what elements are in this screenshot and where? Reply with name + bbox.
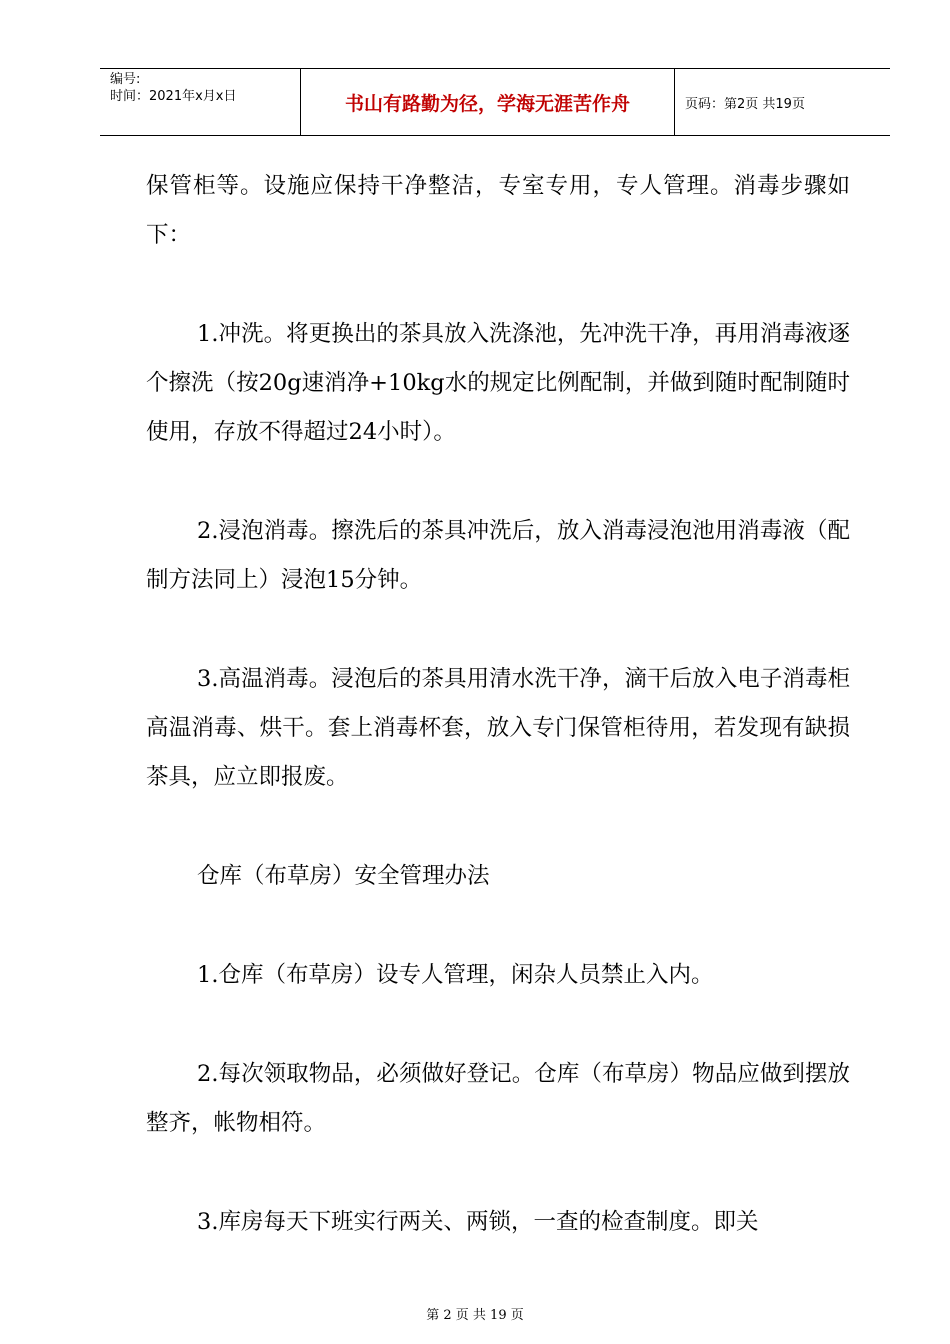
number-label: 编号: xyxy=(110,72,141,87)
page-footer: 第 2 页 共 19 页 xyxy=(426,1308,524,1323)
time-label: 时间：2021年x月x日 xyxy=(110,89,237,104)
paragraph-rule-1: 1.仓库（布草房）设专人管理，闲杂人员禁止入内。 xyxy=(197,962,714,988)
paragraph-step-soak: 2.浸泡消毒。擦洗后的茶具冲洗后，放入消毒浸泡池用消毒液（配制方法同上）浸泡15分钟。 xyxy=(146,518,850,593)
page-header xyxy=(100,68,890,136)
paragraph-step-rinse: 1.冲洗。将更换出的茶具放入洗涤池，先冲洗干净，再用消毒液逐个擦洗（按20g速消净+10kg水的规定比例配制，并做到随时配制随时使用，存放不得超过24小时）。 xyxy=(146,321,850,445)
header-meta-cell xyxy=(100,69,301,135)
paragraph-rule-3: 3.库房每天下班实行两关、两锁，一查的检查制度。即关 xyxy=(197,1209,759,1235)
section-heading: 仓库（布草房）安全管理办法 xyxy=(197,863,490,889)
paragraph-continuation: 保管柜等。设施应保持干净整洁，专室专用，专人管理。消毒步骤如下： xyxy=(146,173,850,248)
paragraph-step-heat: 3.高温消毒。浸泡后的茶具用清水洗干净，滴干后放入电子消毒柜高温消毒、烘干。套上消毒杯套，放入专门保管柜待用，若发现有缺损茶具，应立即报废。 xyxy=(146,666,850,790)
paragraph-rule-2: 2.每次领取物品，必须做好登记。仓库（布草房）物品应做到摆放整齐，帐物相符。 xyxy=(146,1061,850,1136)
header-page-code: 页码：第2页 共19页 xyxy=(685,96,805,112)
header-motto: 书山有路勤为径，学海无涯苦作舟 xyxy=(301,69,675,135)
document-body xyxy=(146,162,850,1247)
